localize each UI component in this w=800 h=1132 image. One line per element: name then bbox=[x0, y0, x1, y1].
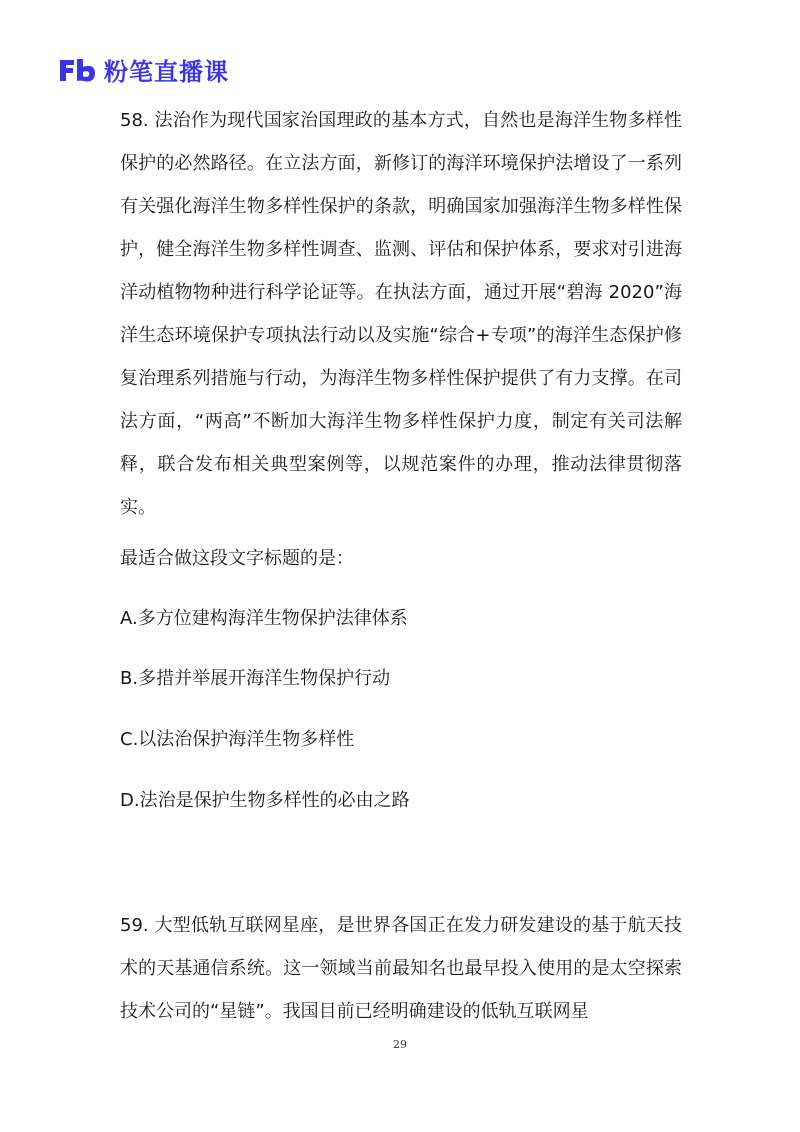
brand-logo bbox=[58, 52, 229, 87]
question-58-text: 58. 法治作为现代国家治国理政的基本方式，自然也是海洋生物多样性保护的必然路径。在立法方面，新修订的海洋环境保护法增设了一系列有关强化海洋生物多样性保护的条款，明确国家加强海洋生物多样性保护，健全海洋生物多样性调查、监测、评估和保护体系，要求对引进海洋动植物物种进行科学论证等。在执法方面，通过开展“碧海 2020”海洋生态环境保护专项执法行动以及实施“综合+专项”的海洋生态保护修复治理系列措施与行动，为海洋生物多样性保护提供了有力支撑。在司法方面，“两高”不断加大海洋生物多样性保护力度，制定有关司法解释，联合发布相关典型案例等，以规范案件的办理，推动法律贯彻落实。 bbox=[120, 110, 682, 518]
option-b: B.多措并举展开海洋生物保护行动 bbox=[120, 668, 391, 689]
page-number: 29 bbox=[393, 1038, 407, 1051]
brand-name: 粉笔直播课 bbox=[104, 58, 229, 86]
option-d: D.法治是保护生物多样性的必由之路 bbox=[120, 790, 410, 811]
question-58-prompt: 最适合做这段文字标题的是： bbox=[120, 548, 354, 569]
option-a: A.多方位建构海洋生物保护法律体系 bbox=[120, 608, 408, 629]
fb-logo-icon bbox=[58, 57, 96, 83]
option-c: C.以法治保护海洋生物多样性 bbox=[120, 729, 355, 750]
question-59-text: 59. 大型低轨互联网星座，是世界各国正在发力研发建设的基于航天技术的天基通信系统。这一领域当前最知名也最早投入使用的是太空探索技术公司的“星链”。我国目前已经明确建设的低轨互联网星 bbox=[120, 915, 682, 1022]
